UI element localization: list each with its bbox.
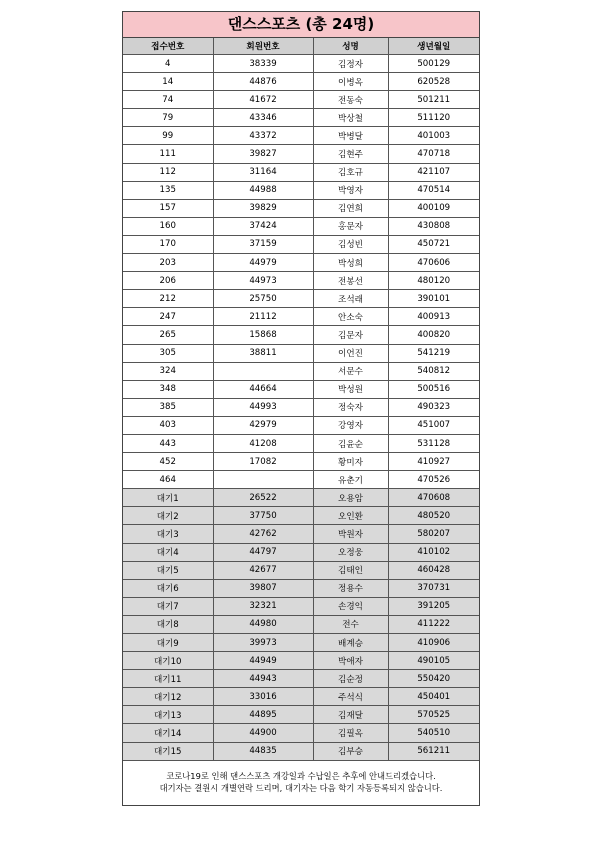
member-no-cell: 25750 [213, 290, 313, 308]
waitlist-row [123, 670, 479, 688]
receipt-no-cell: 대기8 [123, 615, 213, 633]
member-no-cell: 44876 [213, 73, 313, 91]
member-row [123, 235, 479, 253]
member-no-cell: 39807 [213, 579, 313, 597]
member-row [123, 434, 479, 452]
waitlist-row [123, 507, 479, 525]
name-cell: 김성빈 [313, 235, 388, 253]
receipt-no-cell: 4 [123, 55, 213, 73]
name-cell: 주석식 [313, 688, 388, 706]
waitlist-row [123, 634, 479, 652]
name-cell: 김윤순 [313, 434, 388, 452]
birthdate-cell: 470718 [388, 145, 479, 163]
birthdate-cell: 511120 [388, 109, 479, 127]
receipt-no-cell: 111 [123, 145, 213, 163]
member-row [123, 55, 479, 73]
roster-table [123, 38, 479, 761]
member-row [123, 326, 479, 344]
receipt-no-cell: 212 [123, 290, 213, 308]
receipt-no-cell: 464 [123, 471, 213, 489]
roster-body [123, 55, 479, 761]
member-no-cell: 44797 [213, 543, 313, 561]
header-receipt-no: 접수번호 [123, 38, 213, 55]
waitlist-row [123, 688, 479, 706]
receipt-no-cell: 443 [123, 434, 213, 452]
name-cell: 박상철 [313, 109, 388, 127]
waitlist-row [123, 597, 479, 615]
member-no-cell: 21112 [213, 308, 313, 326]
member-no-cell [213, 362, 313, 380]
birthdate-cell: 430808 [388, 217, 479, 235]
birthdate-cell: 401003 [388, 127, 479, 145]
birthdate-cell: 470606 [388, 254, 479, 272]
birthdate-cell: 550420 [388, 670, 479, 688]
name-cell: 김연희 [313, 199, 388, 217]
waitlist-row [123, 525, 479, 543]
name-cell: 전수 [313, 615, 388, 633]
receipt-no-cell: 대기7 [123, 597, 213, 615]
name-cell: 조석래 [313, 290, 388, 308]
member-row [123, 199, 479, 217]
receipt-no-cell: 170 [123, 235, 213, 253]
member-row [123, 145, 479, 163]
birthdate-cell: 490105 [388, 652, 479, 670]
member-row [123, 398, 479, 416]
member-row [123, 290, 479, 308]
member-row [123, 181, 479, 199]
name-cell: 오인환 [313, 507, 388, 525]
member-no-cell: 37424 [213, 217, 313, 235]
name-cell: 김호규 [313, 163, 388, 181]
notice [123, 761, 479, 805]
member-no-cell: 44979 [213, 254, 313, 272]
notice-line: 코로나19로 인해 댄스스포츠 개강일과 수납일은 추후에 안내드리겠습니다. [166, 770, 436, 781]
waitlist-row [123, 489, 479, 507]
member-no-cell: 42979 [213, 416, 313, 434]
name-cell: 김정자 [313, 55, 388, 73]
receipt-no-cell: 대기1 [123, 489, 213, 507]
name-cell: 전봉선 [313, 272, 388, 290]
receipt-no-cell: 대기4 [123, 543, 213, 561]
roster-sheet [122, 11, 480, 806]
receipt-no-cell: 대기5 [123, 561, 213, 579]
member-no-cell: 44835 [213, 742, 313, 760]
birthdate-cell: 400820 [388, 326, 479, 344]
member-no-cell: 41208 [213, 434, 313, 452]
name-cell: 오정웅 [313, 543, 388, 561]
member-row [123, 272, 479, 290]
birthdate-cell: 470514 [388, 181, 479, 199]
name-cell: 이언진 [313, 344, 388, 362]
name-cell: 정숙자 [313, 398, 388, 416]
receipt-no-cell: 대기3 [123, 525, 213, 543]
birthdate-cell: 541219 [388, 344, 479, 362]
birthdate-cell: 460428 [388, 561, 479, 579]
name-cell: 김순정 [313, 670, 388, 688]
member-row [123, 254, 479, 272]
member-no-cell: 33016 [213, 688, 313, 706]
birthdate-cell: 470526 [388, 471, 479, 489]
birthdate-cell: 450721 [388, 235, 479, 253]
waitlist-row [123, 543, 479, 561]
member-no-cell: 37750 [213, 507, 313, 525]
birthdate-cell: 561211 [388, 742, 479, 760]
name-cell: 김재달 [313, 706, 388, 724]
member-no-cell: 39973 [213, 634, 313, 652]
waitlist-row [123, 652, 479, 670]
receipt-no-cell: 대기10 [123, 652, 213, 670]
name-cell: 박영자 [313, 181, 388, 199]
member-row [123, 127, 479, 145]
receipt-no-cell: 112 [123, 163, 213, 181]
name-cell: 박애자 [313, 652, 388, 670]
member-row [123, 344, 479, 362]
birthdate-cell: 500129 [388, 55, 479, 73]
birthdate-cell: 500516 [388, 380, 479, 398]
receipt-no-cell: 대기9 [123, 634, 213, 652]
name-cell: 황미자 [313, 453, 388, 471]
receipt-no-cell: 대기14 [123, 724, 213, 742]
name-cell: 김필옥 [313, 724, 388, 742]
receipt-no-cell: 99 [123, 127, 213, 145]
receipt-no-cell: 305 [123, 344, 213, 362]
waitlist-row [123, 561, 479, 579]
member-no-cell: 39829 [213, 199, 313, 217]
birthdate-cell: 390101 [388, 290, 479, 308]
member-no-cell: 44900 [213, 724, 313, 742]
receipt-no-cell: 135 [123, 181, 213, 199]
name-cell: 강영자 [313, 416, 388, 434]
receipt-no-cell: 대기6 [123, 579, 213, 597]
name-cell: 안소숙 [313, 308, 388, 326]
birthdate-cell: 480520 [388, 507, 479, 525]
name-cell: 유춘기 [313, 471, 388, 489]
name-cell: 김현주 [313, 145, 388, 163]
member-no-cell: 31164 [213, 163, 313, 181]
receipt-no-cell: 74 [123, 91, 213, 109]
birthdate-cell: 370731 [388, 579, 479, 597]
birthdate-cell: 410927 [388, 453, 479, 471]
name-cell: 김태인 [313, 561, 388, 579]
member-no-cell: 44943 [213, 670, 313, 688]
waitlist-row [123, 579, 479, 597]
member-row [123, 380, 479, 398]
receipt-no-cell: 160 [123, 217, 213, 235]
member-no-cell: 44973 [213, 272, 313, 290]
birthdate-cell: 411222 [388, 615, 479, 633]
birthdate-cell: 400913 [388, 308, 479, 326]
receipt-no-cell: 79 [123, 109, 213, 127]
receipt-no-cell: 대기11 [123, 670, 213, 688]
receipt-no-cell: 157 [123, 199, 213, 217]
receipt-no-cell: 324 [123, 362, 213, 380]
member-no-cell: 44949 [213, 652, 313, 670]
name-cell: 정용수 [313, 579, 388, 597]
name-cell: 홍문자 [313, 217, 388, 235]
member-no-cell: 44980 [213, 615, 313, 633]
member-no-cell: 38339 [213, 55, 313, 73]
member-no-cell: 44988 [213, 181, 313, 199]
birthdate-cell: 421107 [388, 163, 479, 181]
birthdate-cell: 470608 [388, 489, 479, 507]
member-no-cell: 15868 [213, 326, 313, 344]
receipt-no-cell: 403 [123, 416, 213, 434]
header-name: 성명 [313, 38, 388, 55]
name-cell: 김부승 [313, 742, 388, 760]
name-cell: 김문자 [313, 326, 388, 344]
birthdate-cell: 451007 [388, 416, 479, 434]
member-no-cell [213, 471, 313, 489]
receipt-no-cell: 대기15 [123, 742, 213, 760]
birthdate-cell: 410102 [388, 543, 479, 561]
member-no-cell: 37159 [213, 235, 313, 253]
receipt-no-cell: 452 [123, 453, 213, 471]
member-no-cell: 26522 [213, 489, 313, 507]
member-row [123, 109, 479, 127]
member-row [123, 471, 479, 489]
name-cell: 배계승 [313, 634, 388, 652]
receipt-no-cell: 247 [123, 308, 213, 326]
member-no-cell: 43372 [213, 127, 313, 145]
waitlist-row [123, 742, 479, 760]
member-no-cell: 44664 [213, 380, 313, 398]
waitlist-row [123, 724, 479, 742]
name-cell: 오용암 [313, 489, 388, 507]
birthdate-cell: 410906 [388, 634, 479, 652]
name-cell: 박성원 [313, 380, 388, 398]
birthdate-cell: 540812 [388, 362, 479, 380]
member-row [123, 163, 479, 181]
receipt-no-cell: 대기13 [123, 706, 213, 724]
receipt-no-cell: 대기12 [123, 688, 213, 706]
header-birthdate: 생년월일 [388, 38, 479, 55]
name-cell: 전동숙 [313, 91, 388, 109]
member-row [123, 453, 479, 471]
name-cell: 박병달 [313, 127, 388, 145]
waitlist-row [123, 615, 479, 633]
member-no-cell: 32321 [213, 597, 313, 615]
member-no-cell: 44993 [213, 398, 313, 416]
receipt-no-cell: 206 [123, 272, 213, 290]
receipt-no-cell: 348 [123, 380, 213, 398]
member-no-cell: 43346 [213, 109, 313, 127]
birthdate-cell: 490323 [388, 398, 479, 416]
receipt-no-cell: 203 [123, 254, 213, 272]
member-no-cell: 38811 [213, 344, 313, 362]
birthdate-cell: 540510 [388, 724, 479, 742]
member-row [123, 73, 479, 91]
member-no-cell: 17082 [213, 453, 313, 471]
name-cell: 이병옥 [313, 73, 388, 91]
birthdate-cell: 400109 [388, 199, 479, 217]
birthdate-cell: 501211 [388, 91, 479, 109]
member-no-cell: 44895 [213, 706, 313, 724]
notice-line: 대기자는 결원시 개별연락 드리며, 대기자는 다음 학기 자동등록되지 않습니다. [159, 783, 443, 794]
member-no-cell: 42677 [213, 561, 313, 579]
name-cell: 박원자 [313, 525, 388, 543]
member-no-cell: 41672 [213, 91, 313, 109]
birthdate-cell: 620528 [388, 73, 479, 91]
receipt-no-cell: 265 [123, 326, 213, 344]
birthdate-cell: 531128 [388, 434, 479, 452]
birthdate-cell: 480120 [388, 272, 479, 290]
waitlist-row [123, 706, 479, 724]
member-row [123, 362, 479, 380]
name-cell: 서문수 [313, 362, 388, 380]
name-cell: 손경익 [313, 597, 388, 615]
receipt-no-cell: 385 [123, 398, 213, 416]
header-row [123, 38, 479, 55]
member-no-cell: 42762 [213, 525, 313, 543]
birthdate-cell: 580207 [388, 525, 479, 543]
birthdate-cell: 570525 [388, 706, 479, 724]
name-cell: 박성희 [313, 254, 388, 272]
member-row [123, 217, 479, 235]
member-no-cell: 39827 [213, 145, 313, 163]
birthdate-cell: 391205 [388, 597, 479, 615]
sheet-title: 댄스스포츠 (총 24명) [123, 12, 479, 38]
header-member-no: 회원번호 [213, 38, 313, 55]
member-row [123, 308, 479, 326]
birthdate-cell: 450401 [388, 688, 479, 706]
receipt-no-cell: 14 [123, 73, 213, 91]
member-row [123, 91, 479, 109]
receipt-no-cell: 대기2 [123, 507, 213, 525]
member-row [123, 416, 479, 434]
